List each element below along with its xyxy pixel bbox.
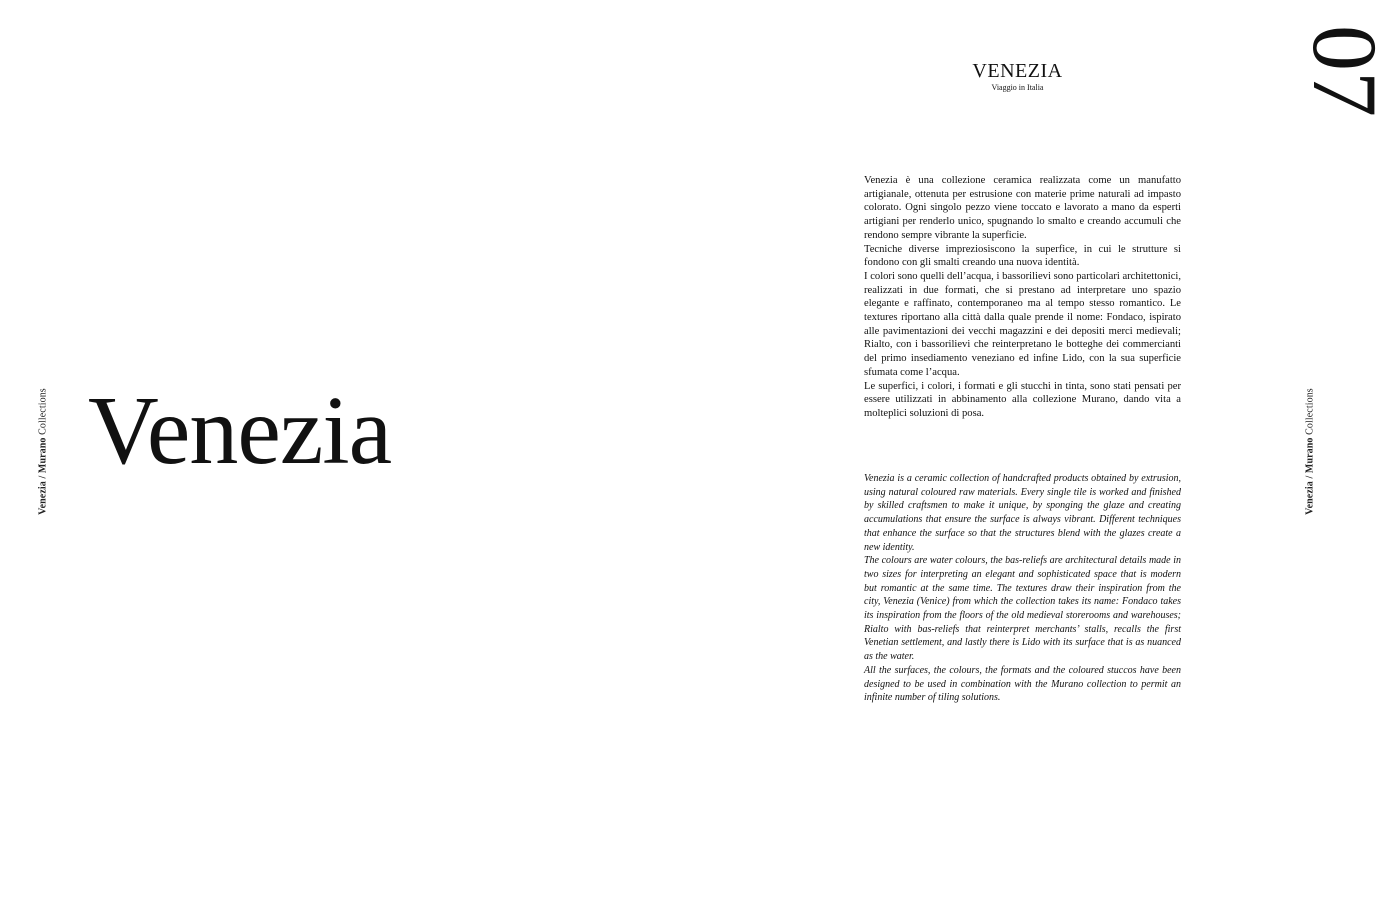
english-paragraph: All the surfaces, the colours, the formats and the coloured stuccos have been designed to be used in combination with the Murano collection to permit an infinite number of tiling solutions. bbox=[864, 664, 1181, 704]
page-number: 07 bbox=[1294, 25, 1396, 117]
section-header bbox=[940, 60, 1095, 93]
italian-paragraph: Le superfici, i colori, i formati e gli stucchi in tinta, sono stati pensati per essere utilizzati in abbinamento alla collezione Murano, dando vita a molteplici soluzioni di posa. bbox=[864, 380, 1181, 419]
header-subtitle: Viaggio in Italia bbox=[991, 83, 1044, 92]
italian-paragraph: Venezia è una collezione ceramica realizzata come un manufatto artigianale, ottenuta per estrusione con materie prime naturali ad impasto colorato. Ogni singolo pezzo viene toccato e lavorato a mano da esperti artigiani per renderlo unico, spugnando lo smalto e creando accumuli che rendono sempre vibrante la superficie. bbox=[864, 175, 1181, 241]
english-description bbox=[864, 472, 1181, 705]
page-title: Venezia bbox=[88, 377, 392, 485]
header-title: VENEZIA bbox=[972, 60, 1063, 82]
side-label-right bbox=[1305, 387, 1316, 517]
english-paragraph: The colours are water colours, the bas-reliefs are architectural details made in two sizes for interpreting an elegant and sophisticated space that is modern but romantic at the same time. The textures draw their inspiration from the city, Venezia (Venice) from which the collection takes its name: Fondaco takes its inspiration from the floors of the old medieval storerooms and warehouses; Rialto with bas-reliefs that reinterpret merchants’ stalls, recalls the first Venetian settlement, and lastly there is Lido with its surface that is as nuanced as the water. bbox=[864, 555, 1181, 663]
italian-paragraph: Tecniche diverse impreziosiscono la superfice, in cui le strutture si fondono con gli smalti creando una nuova identità. bbox=[864, 243, 1181, 269]
italian-description bbox=[864, 174, 1181, 421]
side-label-right-bold: Venezia / Murano bbox=[1304, 437, 1316, 515]
side-label-left bbox=[38, 387, 49, 517]
english-paragraph: Venezia is a ceramic collection of handcrafted products obtained by extrusion, using natural coloured raw materials. Every single tile is worked and finished by skilled craftsmen to make it unique, by sponging the glaze and creating accumulations that ensure the surface is always vibrant. Different techniques that enhance the surface so that the structures blend with the glazes create a new identity. bbox=[864, 473, 1181, 553]
italian-paragraph: I colori sono quelli dell’acqua, i bassorilievi sono particolari architettonici, realizzati in due formati, che si prestano ad interpretare uno spazio elegante e raffinato, contemporaneo ma al tempo stesso romantico. Le textures riportano alla città dalla quale prende il nome: Fondaco, ispirato alle pavimentazioni dei vecchi magazzini e dei depositi merci medievali; Rialto, con i bassorilievi che reinterpretano le botteghe dei commercianti del primo insediamento veneziano ed infine Lido, con la sua superficie sfumata come l’acqua. bbox=[864, 270, 1181, 378]
side-label-left-bold: Venezia / Murano bbox=[37, 437, 49, 515]
side-label-left-regular: Collections bbox=[37, 388, 49, 438]
side-label-right-regular: Collections bbox=[1304, 388, 1316, 438]
